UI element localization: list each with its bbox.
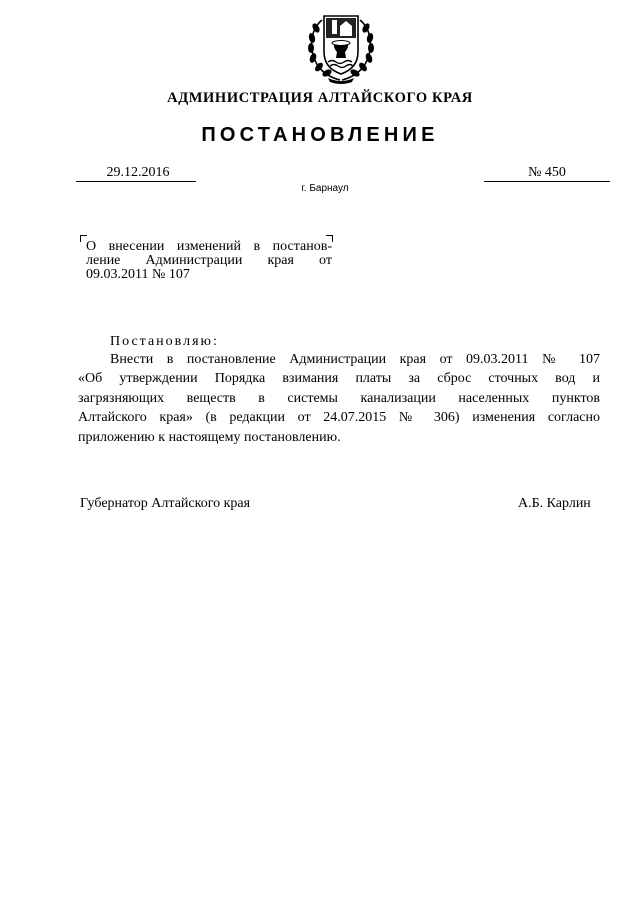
body-line: Внести в постановление Администрации края от 09.03.2011 № 107 <box>110 352 600 367</box>
document-city: г. Барнаул <box>301 183 349 194</box>
body-line: приложению к настоящему постановлению. <box>78 429 341 445</box>
document-type-title: ПОСТАНОВЛЕНИЕ <box>201 124 439 146</box>
subject-line: ление Администрации края от <box>86 253 332 268</box>
subject-line: 09.03.2011 № 107 <box>86 267 190 282</box>
body-line: «Об утверждении Порядка взимания платы за сброс сточных вод и <box>78 371 600 387</box>
document-body <box>78 350 600 447</box>
coat-of-arms-icon <box>302 6 380 84</box>
body-line: Алтайского края» (в редакции от 24.07.2015 № 306) изменения согласно <box>78 410 600 426</box>
organization-title: АДМИНИСТРАЦИЯ АЛТАЙСКОГО КРАЯ <box>167 90 473 106</box>
document-number: № 450 <box>484 164 610 182</box>
document-date: 29.12.2016 <box>76 164 196 182</box>
signer-name: А.Б. Карлин <box>518 496 591 511</box>
subject-line: О внесении изменений в постанов- <box>86 239 332 254</box>
signer-title: Губернатор Алтайского края <box>80 496 251 511</box>
document-subject <box>86 240 332 282</box>
body-line: загрязняющих веществ в системы канализации населенных пунктов <box>78 390 600 406</box>
decree-word: Постановляю: <box>110 334 219 349</box>
